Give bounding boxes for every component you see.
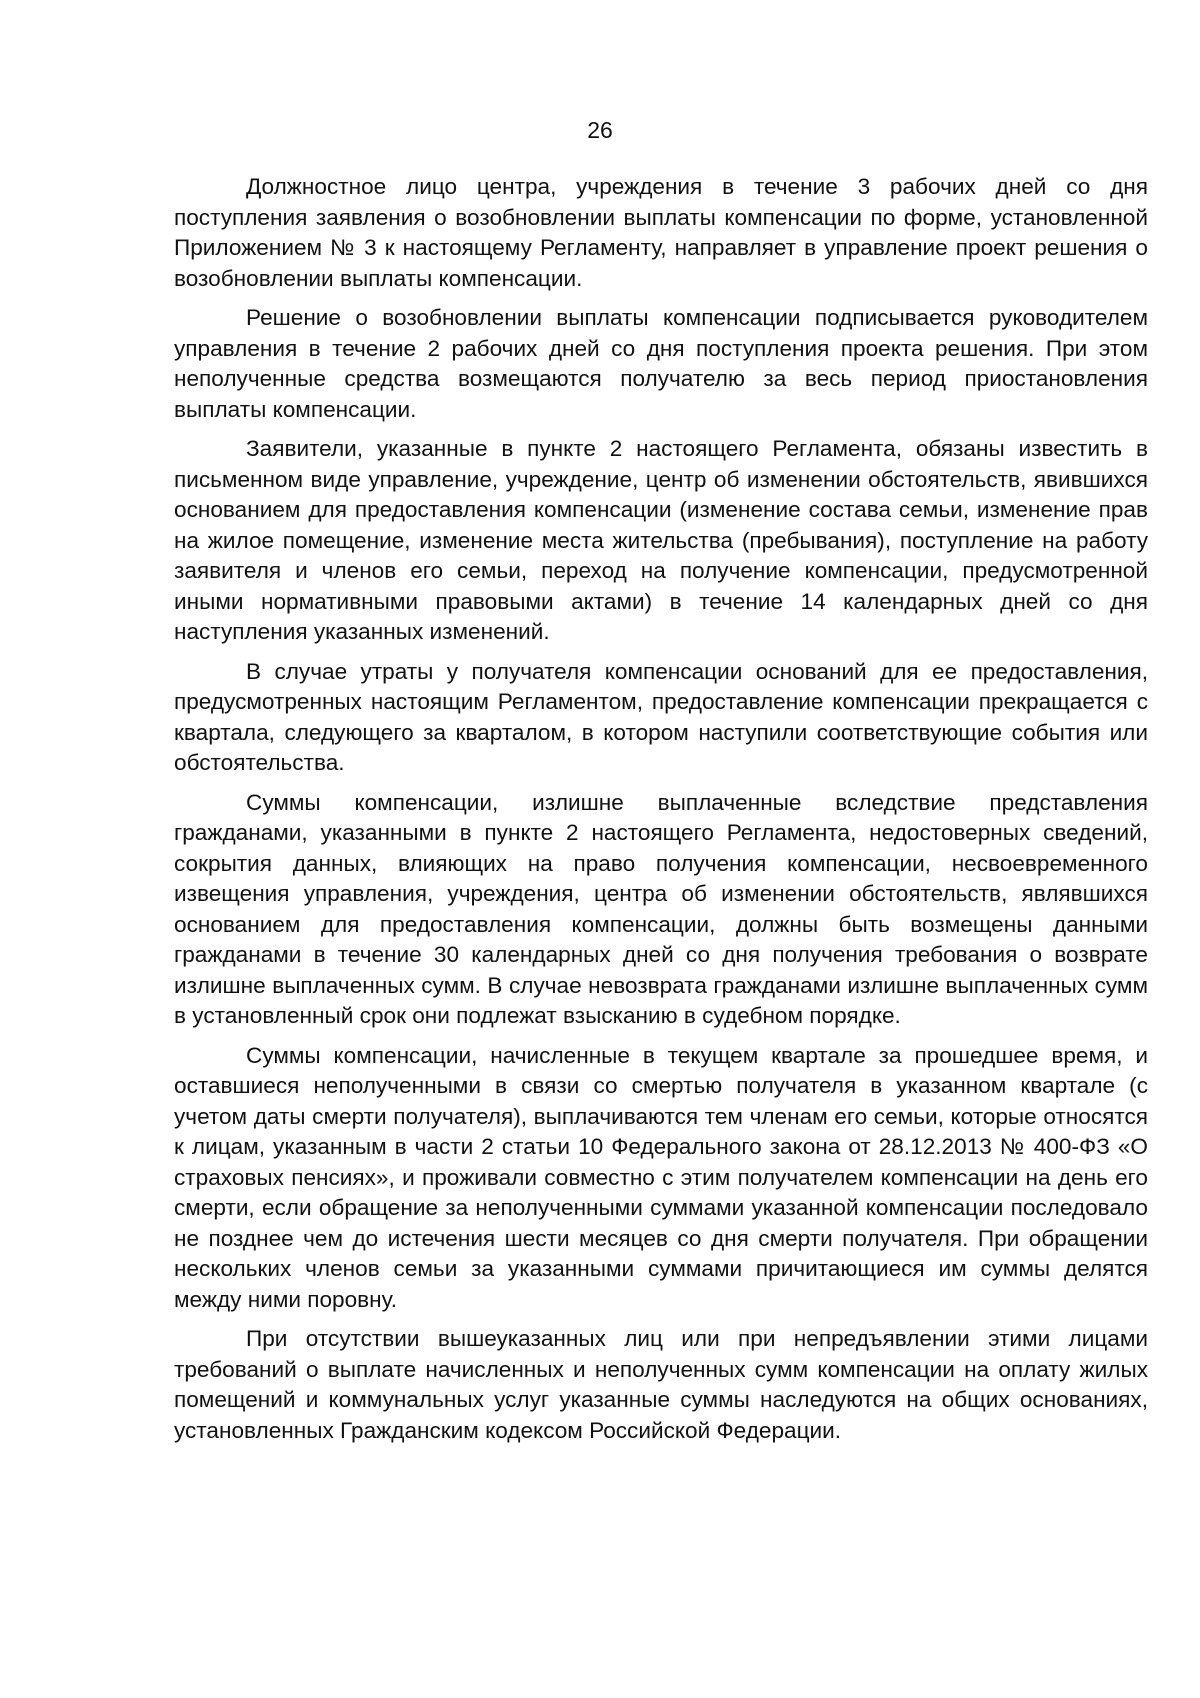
paragraph-overpayment-refund: Суммы компенсации, излишне выплаченные вследствие представления гражданами, указанными в пункте 2 настоящего Регламента, недостоверных сведений, сокрытия данных, влияющих на право получения компенсации, несвоевременного извещения управления, учреждения, центра об изменении обстоятельств, являвшихся основанием для предоставления компенсации, должны быть возмещены данными гражданами в течение 30 календарных дней со дня получения требования о возврате излишне выплаченных сумм. В случае невозврата гражданами излишне выплаченных сумм в установленный срок они подлежат взысканию в судебном порядке. [174, 789, 1148, 1028]
paragraph-resumption-decision: Решение о возобновлении выплаты компенсации подписывается руководителем управления в течение 2 рабочих дней со дня поступления проекта решения. При этом неполученные средства возмещаются получателю за весь период приостановления выплаты компенсации. [174, 305, 1148, 422]
page-number: 26 [587, 117, 613, 143]
paragraph-termination: В случае утраты у получателя компенсации оснований для ее предоставления, предусмотренных настоящим Регламентом, предоставление компенсации прекращается с квартала, следующего за кварталом, в котором наступили соответствующие события или обстоятельства. [174, 658, 1148, 775]
paragraph-inheritance: При отсутствии вышеуказанных лиц или при непредъявлении этими лицами требований о выплате начисленных и неполученных сумм компенсации на оплату жилых помещений и коммунальных услуг указанные суммы наследуются на общих основаниях, установленных Гражданским кодексом Российской Федерации. [174, 1326, 1148, 1443]
paragraph-resumption-project: Должностное лицо центра, учреждения в течение 3 рабочих дней со дня поступления заявления о возобновлении выплаты компенсации по форме, установленной Приложением № 3 к настоящему Регламенту, направляет в управление проект решения о возобновлении выплаты компенсации. [174, 174, 1148, 291]
document-body [174, 172, 1148, 1455]
paragraph-payment-after-death: Суммы компенсации, начисленные в текущем квартале за прошедшее время, и оставшиеся неполученными в связи со смертью получателя в указанном квартале (с учетом даты смерти получателя), выплачиваются тем членам его семьи, которые относятся к лицам, указанным в части 2 статьи 10 Федерального закона от 28.12.2013 № 400-ФЗ «О страховых пенсиях», и проживали совместно с этим получателем компенсации на день его смерти, если обращение за неполученными суммами указанной компенсации последовало не позднее чем до истечения шести месяцев со дня смерти получателя. При обращении нескольких членов семьи за указанными суммами причитающиеся им суммы делятся между ними поровну. [174, 1042, 1148, 1312]
paragraph-applicant-obligations: Заявители, указанные в пункте 2 настоящего Регламента, обязаны известить в письменном виде управление, учреждение, центр об изменении обстоятельств, явившихся основанием для предоставления компенсации (изменение состава семьи, изменение прав на жилое помещение, изменение места жительства (пребывания), поступление на работу заявителя и членов его семьи, переход на получение компенсации, предусмотренной иными нормативными правовыми актами) в течение 14 календарных дней со дня наступления указанных изменений. [174, 436, 1148, 644]
